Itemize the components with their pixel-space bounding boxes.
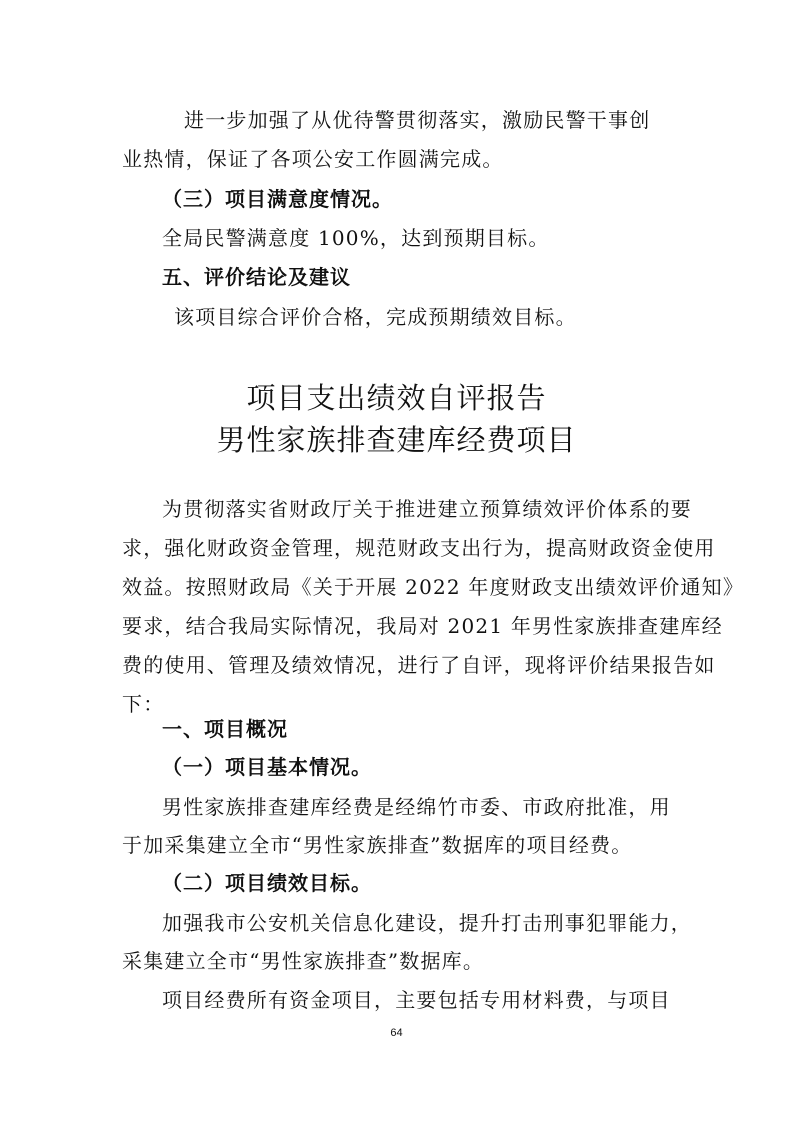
intro-line: 下： xyxy=(122,692,165,716)
subsection-heading: （一）项目基本情况。 xyxy=(162,755,372,779)
section-heading: 一、项目概况 xyxy=(162,717,288,741)
subsection-heading: （三）项目满意度情况。 xyxy=(162,187,393,211)
intro-line: 求，强化财政资金管理，规范财政支出行为，提高财政资金使用 xyxy=(122,536,716,560)
paragraph-line: 该项目综合评价合格，完成预期绩效目标。 xyxy=(174,305,577,329)
paragraph-line: 全局民警满意度 100%，达到预期目标。 xyxy=(162,226,550,250)
report-title: 项目支出绩效自评报告 xyxy=(246,381,547,415)
paragraph-line: 业热情，保证了各项公安工作圆满完成。 xyxy=(122,147,504,171)
intro-line: 要求，结合我局实际情况，我局对 2021 年男性家族排查建库经 xyxy=(122,614,723,638)
paragraph-line: 于加采集建立全市“男性家族排查”数据库的项目经费。 xyxy=(122,833,633,857)
subsection-heading: （二）项目绩效目标。 xyxy=(162,871,372,895)
paragraph-line: 进一步加强了从优待警贯彻落实，激励民警干事创 xyxy=(184,108,651,132)
intro-line: 费的使用、管理及绩效情况，进行了自评，现将评价结果报告如 xyxy=(122,653,716,677)
intro-line: 为贯彻落实省财政厅关于推进建立预算绩效评价体系的要 xyxy=(162,497,692,521)
paragraph-line: 加强我市公安机关信息化建设，提升打击刑事犯罪能力， xyxy=(162,911,692,935)
section-heading: 五、评价结论及建议 xyxy=(162,265,351,289)
paragraph-line: 项目经费所有资金项目，主要包括专用材料费，与项目 xyxy=(162,988,671,1012)
paragraph-line: 采集建立全市“男性家族排查”数据库。 xyxy=(122,949,485,973)
intro-line: 效益。按照财政局《关于开展 2022 年度财政支出绩效评价通知》 xyxy=(122,575,745,599)
report-subtitle: 男性家族排查建库经费项目 xyxy=(216,423,577,457)
paragraph-line: 男性家族排查建库经费是经绵竹市委、市政府批准，用 xyxy=(162,795,671,819)
page-number: 64 xyxy=(390,1027,403,1039)
